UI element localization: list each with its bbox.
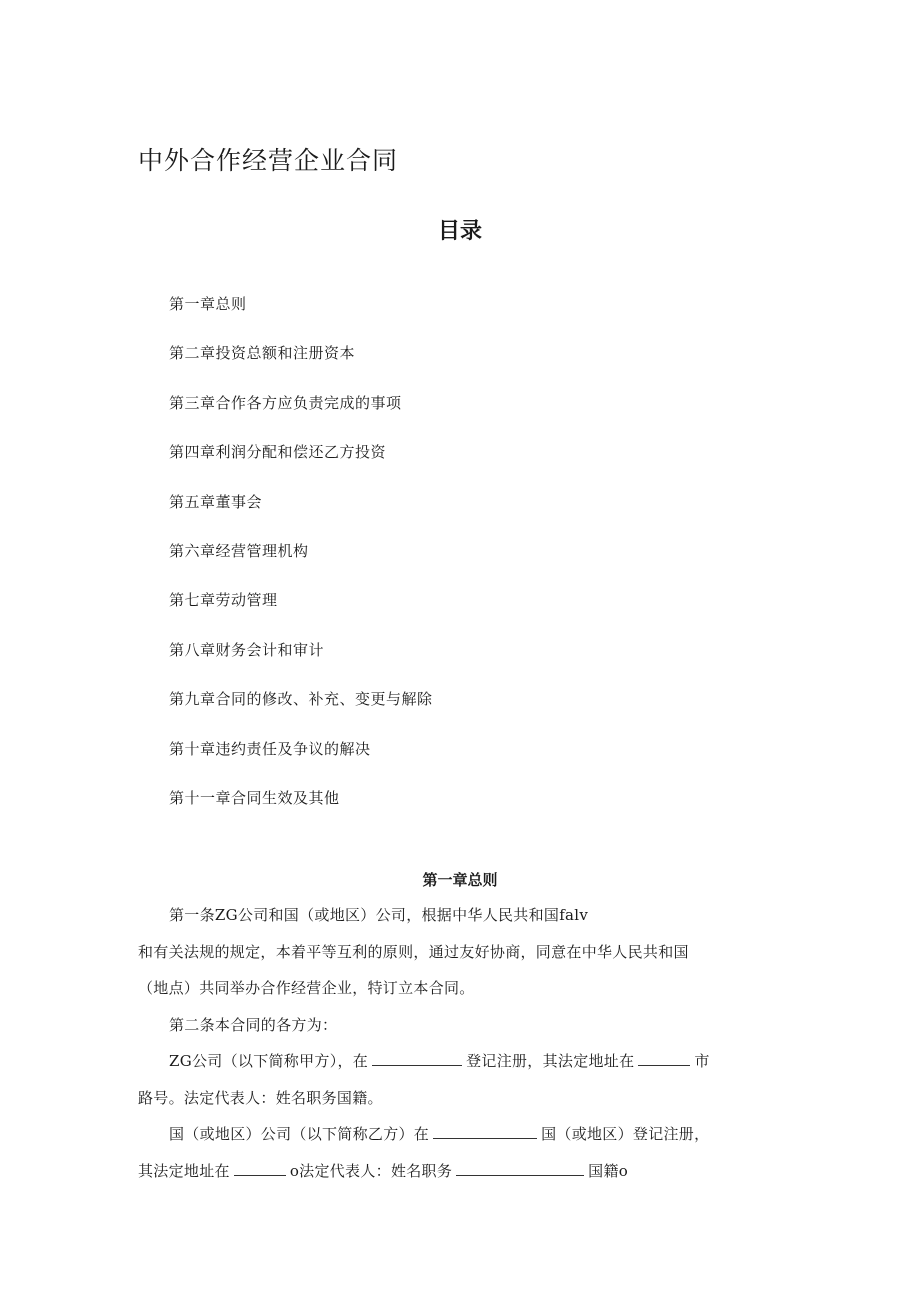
party-a-line-2: 路号。法定代表人：姓名职务国籍。 <box>138 1088 383 1107</box>
party-b-text: 国（或地区）公司（以下简称乙方）在 <box>169 1125 430 1143</box>
toc-item: 第十章违约责任及争议的解决 <box>169 739 371 758</box>
blank-field <box>433 1124 537 1139</box>
toc-heading: 目录 <box>437 219 482 244</box>
party-b-text: o法定代表人：姓名职务 <box>289 1161 453 1180</box>
blank-field <box>372 1051 462 1066</box>
article-2-line-1: 第二条本合同的各方为： <box>169 1015 338 1034</box>
chapter-body <box>138 904 738 1196</box>
toc-item: 第三章合作各方应负责完成的事项 <box>169 393 402 412</box>
blank-field <box>638 1051 690 1066</box>
article-1-line-1: 第一条ZG公司和国（或地区）公司，根据中华人民共和国falv <box>169 906 589 924</box>
article-1-line-2: 和有关法规的规定，本着平等互利的原则，通过友好协商，同意在中华人民共和国 <box>138 942 689 961</box>
toc-item: 第二章投资总额和注册资本 <box>169 344 356 363</box>
article-1-line-3: （地点）共同举办合作经营企业，特订立本合同。 <box>138 979 475 997</box>
blank-field <box>234 1161 286 1176</box>
party-a-text: ZG公司（以下简称甲方），在 <box>169 1052 369 1070</box>
toc-item: 第九章合同的修改、补充、变更与解除 <box>169 690 433 709</box>
party-b-line-2 <box>138 1160 738 1197</box>
document-title: 中外合作经营企业合同 <box>138 146 399 175</box>
table-of-contents <box>169 294 433 837</box>
party-b-text: 国（或地区）登记注册， <box>541 1125 710 1143</box>
toc-item: 第七章劳动管理 <box>169 591 278 610</box>
toc-item: 第四章利润分配和偿还乙方投资 <box>169 443 387 462</box>
party-b-line-1 <box>138 1123 738 1160</box>
party-b-text: 国籍o <box>588 1161 629 1180</box>
toc-item: 第八章财务会计和审计 <box>169 640 325 659</box>
toc-item: 第五章董事会 <box>169 492 263 511</box>
toc-item: 第一章总则 <box>169 295 247 313</box>
blank-field <box>456 1161 584 1176</box>
party-a-text: 市 <box>694 1052 710 1070</box>
party-a-line-1 <box>138 1050 738 1087</box>
party-a-text: 登记注册，其法定地址在 <box>466 1052 635 1070</box>
party-b-text: 其法定地址在 <box>138 1161 230 1180</box>
chapter-heading: 第一章总则 <box>422 871 498 889</box>
toc-item: 第六章经营管理机构 <box>169 541 309 560</box>
toc-item: 第十一章合同生效及其他 <box>169 788 340 807</box>
